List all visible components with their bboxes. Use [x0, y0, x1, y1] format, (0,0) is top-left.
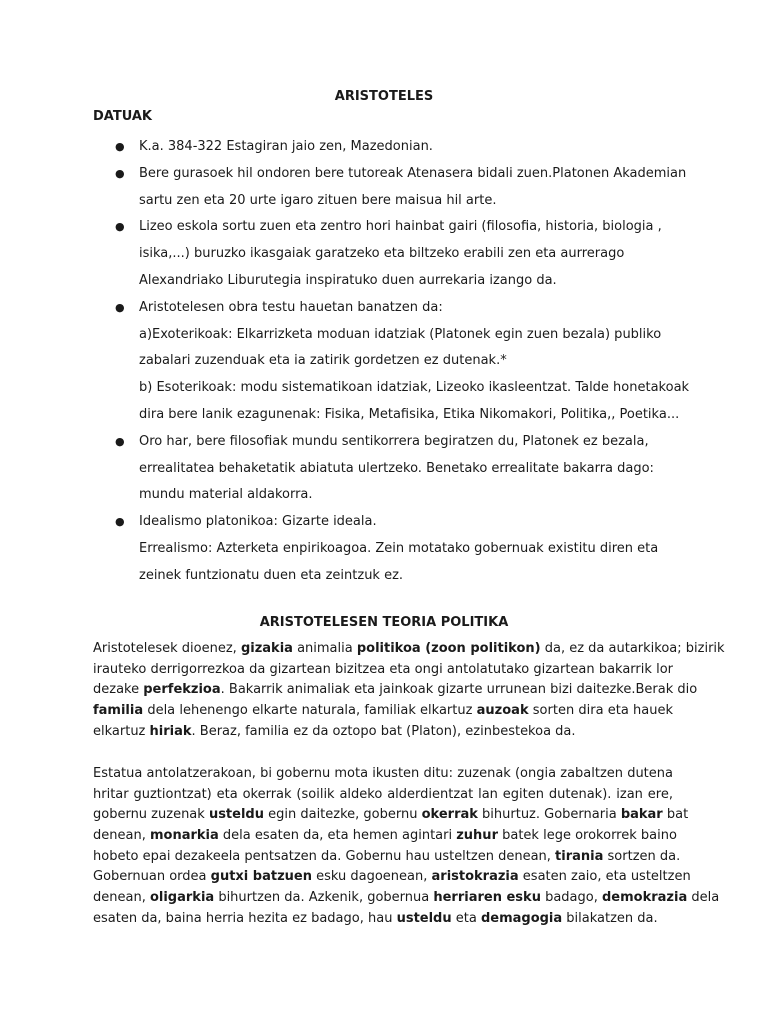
document-title: ARISTOTELES — [334, 89, 434, 104]
bold-term: gutxi batzuen — [210, 869, 312, 885]
bullet-item — [115, 295, 690, 429]
text-run: sorten dira eta hauek — [528, 703, 673, 719]
bold-term: bakar — [620, 807, 663, 823]
text-run: dela lehenengo elkarte naturala, familiak elkartuz — [143, 703, 477, 719]
bullet-item — [115, 214, 685, 294]
bold-term: aristokrazia — [431, 869, 519, 885]
text-run: . Beraz, familia ez da oztopo bat (Platon), ezinbestekoa da. — [191, 723, 576, 739]
text-run: denean, — [93, 890, 150, 906]
text-run: bihurtzen da. Azkenik, gobernua — [214, 890, 434, 906]
bullet-text-line: dira bere lanik ezagunenak: Fisika, Metafisika, Etika Nikomakori, Politika,, Poetika... — [139, 406, 680, 422]
bold-term: familia — [93, 703, 144, 719]
bullet-text-line: a)Exoterikoak: Elkarrizketa moduan idatziak (Platonek egin zuen bezala) publiko — [139, 326, 662, 342]
bold-term: usteldu — [208, 807, 264, 823]
text-run: hritar guztiontzat) eta okerrak (soilik aldeko alderdientzat lan egiten dutenak). izan ere, — [93, 786, 673, 802]
text-run: dezake — [93, 682, 144, 698]
bullet-dot-icon: ● — [115, 220, 125, 234]
text-run: esaten zaio, eta usteltzen — [518, 869, 691, 885]
bullet-text-line: Aristotelesen obra testu hauetan banatzen da: — [139, 299, 443, 315]
bullet-text-line: isika,...) buruzko ikasgaiak garatzeko eta biltzeko erabili zen eta aurrerago — [139, 246, 625, 262]
paragraph-line — [93, 660, 673, 681]
bullet-text-line: Lizeo eskola sortu zuen eta zentro hori hainbat gairi (filosofia, historia, biologia , — [139, 219, 662, 235]
paragraph-line — [93, 639, 725, 660]
datuak-bullet-list — [115, 134, 690, 590]
bold-term: perfekzioa — [143, 682, 221, 698]
bullet-item — [115, 429, 685, 509]
bold-term: oligarkia — [149, 890, 215, 906]
bold-term: demagogia — [480, 910, 563, 926]
bullet-text-line: b) Esoterikoak: modu sistematikoan idatziak, Lizeoko ikasleentzat. Talde honetakoak — [139, 380, 690, 396]
text-run: denean, — [93, 828, 150, 844]
bullet-text-line: Oro har, bere filosofiak mundu sentikorrera begiratzen du, Platonek ez bezala, — [139, 433, 649, 449]
bullet-text-line: sartu zen eta 20 urte igaro zituen bere maisua hil arte. — [139, 192, 497, 208]
bullet-text-line: errealitatea behaketatik abiatuta ulertzeko. Benetako errealitate bakarra dago: — [139, 460, 654, 476]
text-run: irauteko derrigorrezkoa da gizartean bizitzea eta ongi antolatutako gizartean bakarrik lor — [93, 661, 673, 677]
section-title: ARISTOTELESEN TEORIA POLITIKA — [259, 615, 509, 630]
paragraph-line — [93, 764, 673, 785]
bold-term: monarkia — [149, 828, 219, 844]
bold-term: hiriak — [149, 723, 192, 739]
text-run: animalia — [292, 641, 357, 656]
bold-term: demokrazia — [602, 890, 688, 906]
paragraph-politika-1 — [93, 639, 725, 742]
paragraph-politika-2 — [93, 764, 720, 930]
bullet-item — [115, 161, 685, 215]
text-run: badago, — [540, 890, 602, 906]
bullet-dot-icon: ● — [115, 300, 125, 314]
text-run: Estatua antolatzerakoan, bi gobernu mota ikusten ditu: zuzenak (ongia zabaltzen dutena — [93, 766, 673, 781]
text-run: esku dagoenean, — [311, 869, 432, 885]
bullet-text-line: zeinek funtzionatu duen eta zeintzuk ez. — [139, 567, 404, 583]
bold-term: gizakia — [240, 641, 293, 656]
text-run: Gobernuan ordea — [93, 869, 211, 885]
text-run: Aristotelesek dioenez, — [93, 641, 241, 656]
bullet-dot-icon: ● — [115, 515, 125, 529]
paragraph-line — [93, 847, 681, 868]
text-run: elkartuz — [93, 723, 150, 739]
paragraph-line — [93, 722, 673, 743]
text-run: dela esaten da, eta hemen agintari — [218, 828, 457, 844]
paragraph-line — [93, 701, 673, 722]
bullet-text-line: Bere gurasoek hil ondoren bere tutoreak Atenasera bidali zuen.Platonen Akademian — [139, 165, 687, 181]
bullet-text-line: mundu material aldakorra. — [139, 487, 313, 503]
text-run: bat — [662, 807, 689, 823]
bullet-dot-icon: ● — [115, 140, 125, 153]
text-run: dela — [687, 890, 720, 906]
bullet-item — [115, 509, 685, 589]
text-run: esaten da, baina herria hezita ez badago, hau — [93, 910, 397, 926]
text-run: gobernu zuzenak — [93, 807, 209, 823]
bullet-dot-icon: ● — [115, 434, 125, 448]
text-run: hobeto epai dezakeela pentsatzen da. Gobernu hau usteltzen denean, — [93, 848, 556, 864]
bold-term: usteldu — [396, 910, 452, 926]
bullet-text-line: K.a. 384-322 Estagiran jaio zen, Mazedonian. — [139, 139, 433, 154]
text-run: bihurtuz. Gobernaria — [477, 807, 621, 823]
bullet-text-line: Idealismo platonikoa: Gizarte ideala. — [139, 514, 377, 530]
paragraph-line — [93, 805, 689, 826]
datuak-heading: DATUAK — [93, 109, 153, 124]
bullet-text-line: zabalari zuzenduak eta ia zatirik gordetzen ez dutenak.* — [139, 353, 507, 369]
paragraph-line — [93, 888, 720, 909]
paragraph-line — [93, 826, 677, 847]
text-run: da, ez da autarkikoa; bizirik — [540, 641, 725, 656]
paragraph-line — [93, 680, 698, 701]
text-run: bilakatzen da. — [562, 910, 658, 926]
paragraph-line — [93, 909, 673, 930]
paragraph-line — [93, 867, 691, 888]
text-run: batek lege orokorrek baino — [497, 828, 677, 844]
bold-term: herriaren esku — [433, 890, 541, 906]
bullet-dot-icon: ● — [115, 166, 125, 180]
text-run: sortzen da. — [603, 848, 681, 864]
text-run: eta — [451, 910, 481, 926]
bold-term: auzoak — [476, 703, 529, 719]
paragraph-line — [93, 785, 673, 806]
bold-term: politikoa (zoon politikon) — [356, 641, 541, 656]
bold-term: tirania — [555, 848, 604, 864]
bullet-text-line: Errealismo: Azterketa enpirikoagoa. Zein motatako gobernuak existitu diren eta — [139, 540, 659, 556]
text-run: . Bakarrik animaliak eta jainkoak gizarte urrunean bizi daitezke.Berak dio — [220, 682, 698, 698]
bullet-text-line: Alexandriako Liburutegia inspiratuko duen aurrekaria izango da. — [139, 272, 557, 288]
bold-term: okerrak — [421, 807, 478, 823]
bold-term: zuhur — [456, 828, 498, 844]
text-run: egin daitezke, gobernu — [263, 807, 422, 823]
bullet-item — [115, 134, 685, 161]
